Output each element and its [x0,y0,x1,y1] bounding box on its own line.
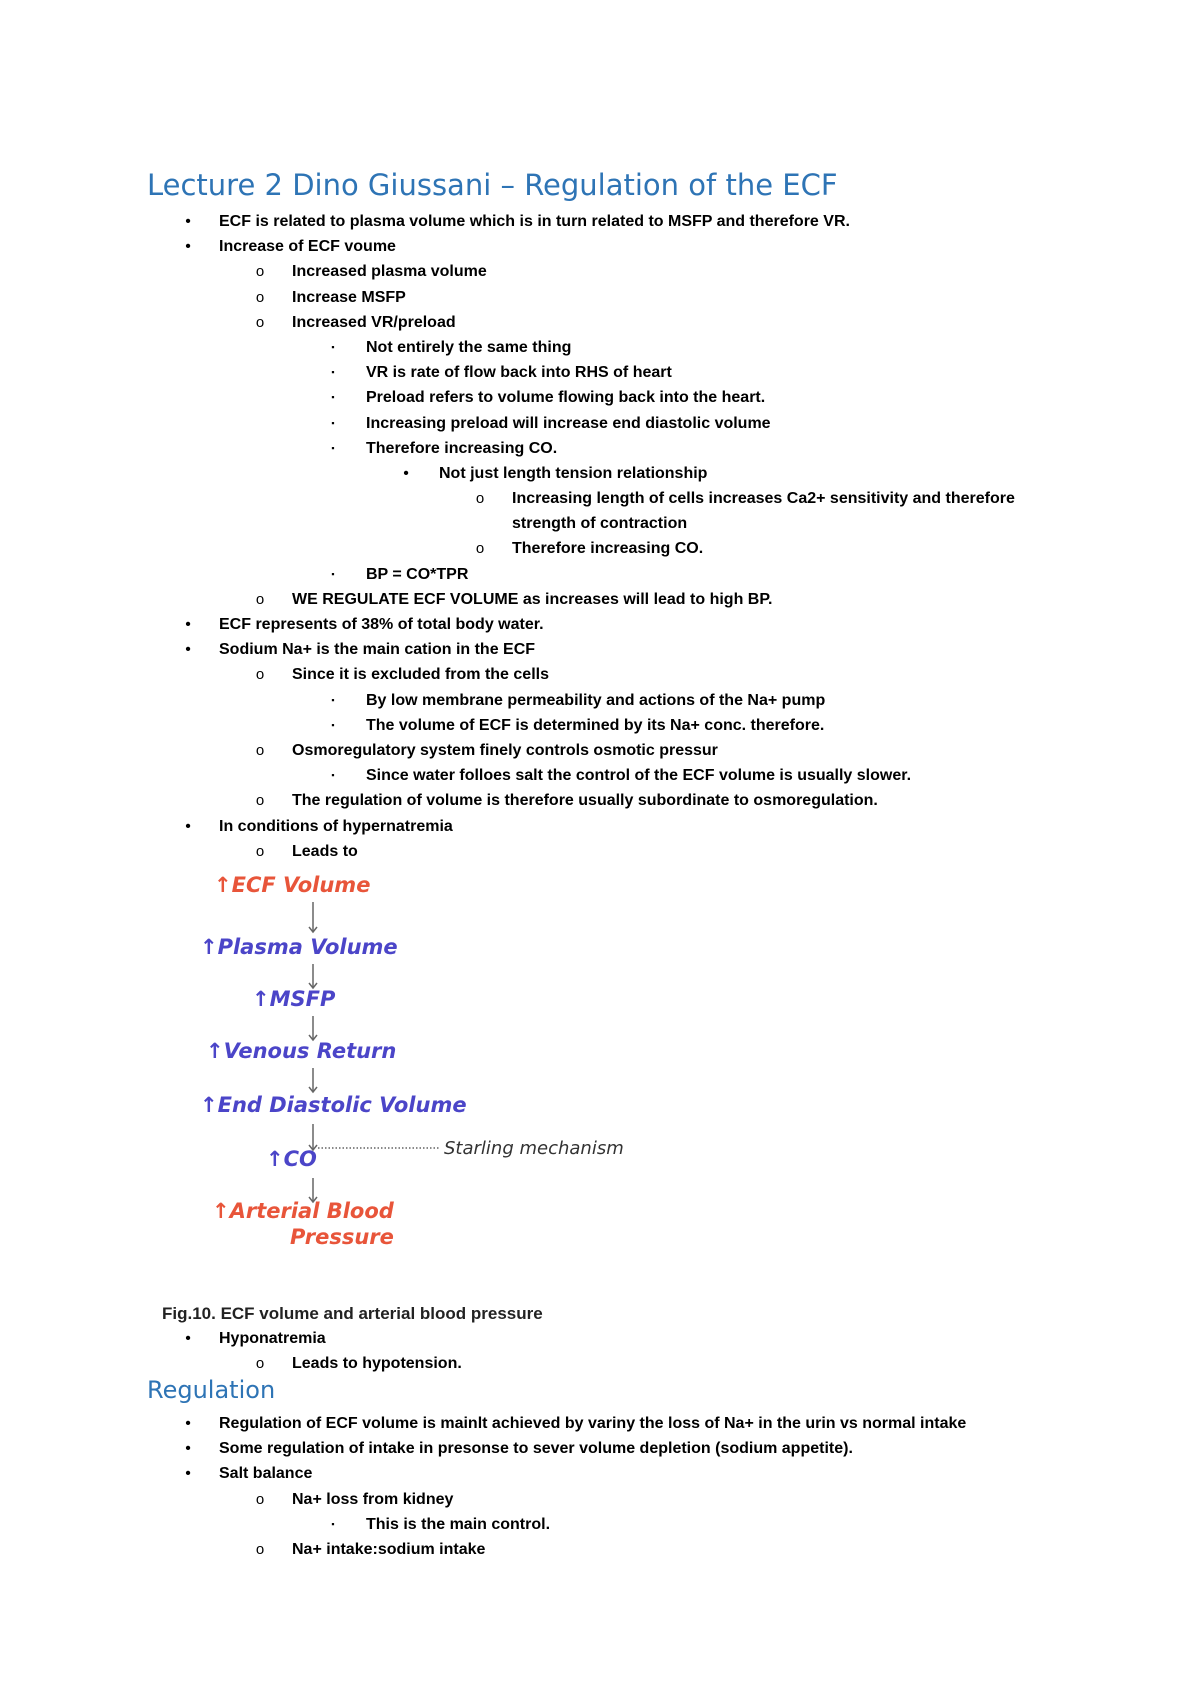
list-marker: o [475,490,485,508]
list-marker: • [185,238,191,256]
list-marker: o [255,263,265,281]
list-item [0,1487,1200,1512]
list-item-text: Increase MSFP [292,288,406,306]
list-item-text: Increased VR/preload [292,313,456,331]
list-item [0,788,1200,813]
list-item-text: Hyponatremia [219,1330,326,1347]
list-item-text: The regulation of volume is therefore usually subordinate to osmoregulation. [292,792,878,810]
list-item [0,209,1200,234]
list-item-text: WE REGULATE ECF VOLUME as increases will lead to high BP. [292,590,773,608]
list-item [0,612,1200,637]
list-marker: o [475,540,485,558]
flow-node-label: ↑ECF Volume [214,873,371,897]
list-item [0,335,1200,360]
list-item-text: Leads to hypotension. [292,1355,462,1373]
list-item [0,1537,1200,1562]
list-item [0,637,1200,662]
list-marker: o [255,666,265,684]
list-marker: • [185,1415,191,1432]
flow-node-label: ↑MSFP [252,987,336,1011]
list-item-text: Osmoregulatory system finely controls osmotic pressur [292,741,718,759]
list-item-text: Preload refers to volume flowing back into the heart. [366,389,766,407]
list-marker: o [255,741,265,759]
list-marker: • [185,1465,191,1483]
heading-regulation: Regulation [147,1376,276,1404]
list-item [0,411,1200,436]
list-item [0,461,1200,486]
list-item [0,536,1200,561]
list-item-text: Therefore increasing CO. [512,540,704,558]
list-item-text: Since it is excluded from the cells [292,666,549,684]
figure-caption: Fig.10. ECF volume and arterial blood pressure [162,1304,543,1323]
section-ecf-list [0,209,1200,864]
list-item [0,562,1200,587]
list-marker: • [185,817,191,835]
list-item-text: Since water folloes salt the control of the ECF volume is usually slower. [366,767,912,785]
list-marker: ▪ [331,694,335,705]
list-marker: ▪ [331,341,335,352]
page-title: Lecture 2 Dino Giussani – Regulation of the ECF [147,168,838,202]
list-item-text: Some regulation of intake in presonse to sever volume depletion (sodium appetite). [219,1440,853,1458]
list-item-text: Not just length tension relationship [439,464,708,482]
list-marker: o [255,313,265,331]
list-item-text: By low membrane permeability and actions of the Na+ pump [366,691,826,709]
list-marker: ▪ [331,367,335,378]
list-item [0,436,1200,461]
ecf-flow-diagram [200,868,660,1258]
list-item [0,713,1200,738]
list-item [0,814,1200,839]
list-item [0,285,1200,310]
list-marker: o [255,842,265,860]
starling-mechanism-label: Starling mechanism [444,1138,624,1159]
flow-node-label: ↑Venous Return [206,1039,397,1063]
section-hyponatremia-list [0,1326,1200,1376]
list-item [0,738,1200,763]
list-item [0,587,1200,612]
flow-node-label: ↑End Diastolic Volume [200,1093,467,1117]
list-item-text: Salt balance [219,1465,313,1483]
list-item [0,1351,1200,1376]
list-item [0,259,1200,284]
list-marker: o [255,1355,265,1373]
list-item [0,310,1200,335]
list-item-text: The volume of ECF is determined by its Na+ conc. therefore. [366,716,825,734]
list-item-text: In conditions of hypernatremia [219,817,453,835]
list-marker: • [185,616,191,634]
list-item-text: Regulation of ECF volume is mainlt achieved by variny the loss of Na+ in the urin vs normal intake [219,1415,967,1432]
list-marker: ▪ [331,392,335,403]
list-item [0,688,1200,713]
list-marker: • [185,1440,191,1458]
list-item-text: Na+ intake:sodium intake [292,1540,486,1558]
list-item-text: Leads to [292,842,358,860]
list-marker: • [185,213,191,230]
list-marker: o [255,288,265,306]
list-marker: ▪ [331,417,335,428]
list-item [0,1461,1200,1486]
list-item [0,662,1200,687]
list-item [0,839,1200,864]
list-item [0,1512,1200,1537]
list-item [0,763,1200,788]
list-marker: o [255,1540,265,1558]
list-item-text: Sodium Na+ is the main cation in the ECF [219,641,536,659]
list-item-text: This is the main control. [366,1515,551,1533]
list-marker: o [255,1490,265,1508]
list-item [0,385,1200,410]
list-marker: ▪ [331,719,335,730]
list-item-text: ECF is related to plasma volume which is in turn related to MSFP and therefore VR. [219,213,850,230]
list-item-text: Not entirely the same thing [366,338,572,356]
list-marker: o [255,792,265,810]
list-marker: ▪ [331,1518,335,1529]
list-marker: ▪ [331,568,335,579]
list-item-text: VR is rate of flow back into RHS of heart [366,364,672,382]
list-marker: o [255,590,265,608]
list-item [0,1411,1200,1436]
list-marker: • [185,1330,191,1347]
list-marker: • [403,464,409,482]
list-item [0,1326,1200,1351]
flow-node-label: ↑Arterial Blood [212,1199,394,1223]
list-item-text: Increasing length of cells increases Ca2+ sensitivity and therefore strength of contraction [512,490,1015,533]
list-marker: ▪ [331,442,335,453]
section-regulation-list [0,1411,1200,1562]
list-item-text: Increasing preload will increase end diastolic volume [366,414,771,432]
flow-node-label: ↑Plasma Volume [200,935,398,959]
list-item-text: Increased plasma volume [292,263,487,281]
list-item-text: Increase of ECF voume [219,238,396,256]
list-marker: ▪ [331,770,335,781]
flow-node-label: Pressure [290,1225,394,1249]
list-item-text: BP = CO*TPR [366,565,469,583]
flow-node-label: ↑CO [266,1147,317,1171]
list-item [0,486,1200,536]
list-item-text: ECF represents of 38% of total body water. [219,616,544,634]
list-marker: • [185,641,191,659]
list-item-text: Na+ loss from kidney [292,1490,454,1508]
list-item [0,1436,1200,1461]
list-item [0,360,1200,385]
list-item [0,234,1200,259]
list-item-text: Therefore increasing CO. [366,439,558,457]
